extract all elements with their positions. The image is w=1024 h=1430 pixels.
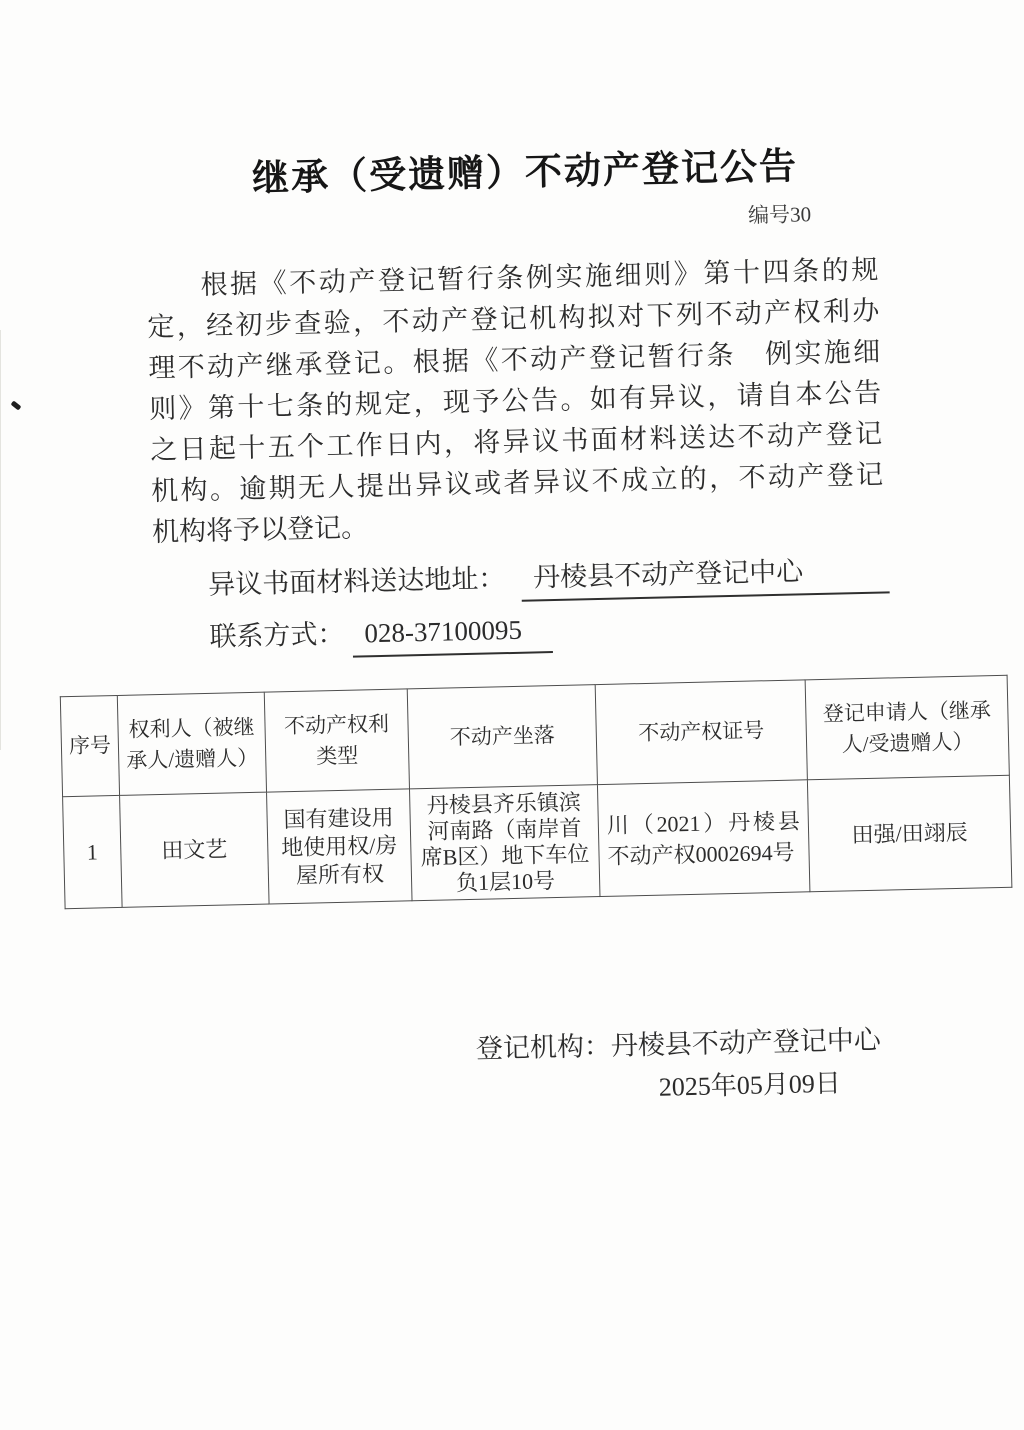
cell-cert-no: 川（2021）丹棱县不动产权0002694号 <box>597 780 809 897</box>
registration-table <box>60 675 1013 909</box>
address-label: 异议书面材料送达地址： <box>207 563 506 600</box>
col-header-holder: 权利人（被继承人/遗赠人） <box>117 692 266 795</box>
registry-org-value: 丹棱县不动产登记中心 <box>610 1024 882 1061</box>
col-header-location: 不动产坐落 <box>407 685 597 789</box>
body-line-5: 之日起十五个工作日内，将异议书面材料送达不动产登记 <box>149 418 883 466</box>
col-header-right-type: 不动产权利类型 <box>264 689 409 792</box>
table-row <box>63 775 1012 908</box>
cell-applicant: 田强/田翊辰 <box>807 775 1011 892</box>
body-line-1: 根据《不动产登记暂行条例实施细则》第十四条的规 <box>200 254 879 300</box>
address-value: 丹棱县不动产登记中心 <box>521 548 890 601</box>
col-header-cert-no: 不动产权证号 <box>595 680 807 785</box>
publish-date: 2025年05月09日 <box>658 1068 842 1102</box>
col-header-seq: 序号 <box>60 695 119 796</box>
body-line-2: 定，经初步查验，不动产登记机构拟对下列不动产权利办 <box>147 295 880 343</box>
cell-seq: 1 <box>63 795 123 908</box>
cell-location: 丹棱县齐乐镇滨河南路（南岸首席B区）地下车位负1层10号 <box>409 785 599 901</box>
cell-right-type: 国有建设用地使用权/房屋所有权 <box>267 789 413 904</box>
body-line-7: 机构将予以登记。 <box>151 512 369 548</box>
contact-label: 联系方式： <box>209 618 345 652</box>
contact-value: 028-37100095 <box>352 608 553 658</box>
page-title: 继承（受遗赠）不动产登记公告 <box>251 146 799 200</box>
body-line-3: 理不动产继承登记。根据《不动产登记暂行条 例实施细 <box>148 336 881 384</box>
body-line-6: 机构。逾期无人提出异议或者异议不成立的，不动产登记 <box>150 459 884 507</box>
doc-number: 编号30 <box>747 202 812 228</box>
body-paragraph <box>146 250 884 554</box>
registry-org-line <box>475 1017 1024 1068</box>
registry-org-label: 登记机构： <box>475 1030 612 1064</box>
body-line-4: 则》第十七条的规定，现予公告。如有异议，请自本公告 <box>148 377 882 425</box>
cell-holder: 田文艺 <box>120 792 270 907</box>
col-header-applicant: 登记申请人（继承人/受遗赠人） <box>805 675 1009 780</box>
